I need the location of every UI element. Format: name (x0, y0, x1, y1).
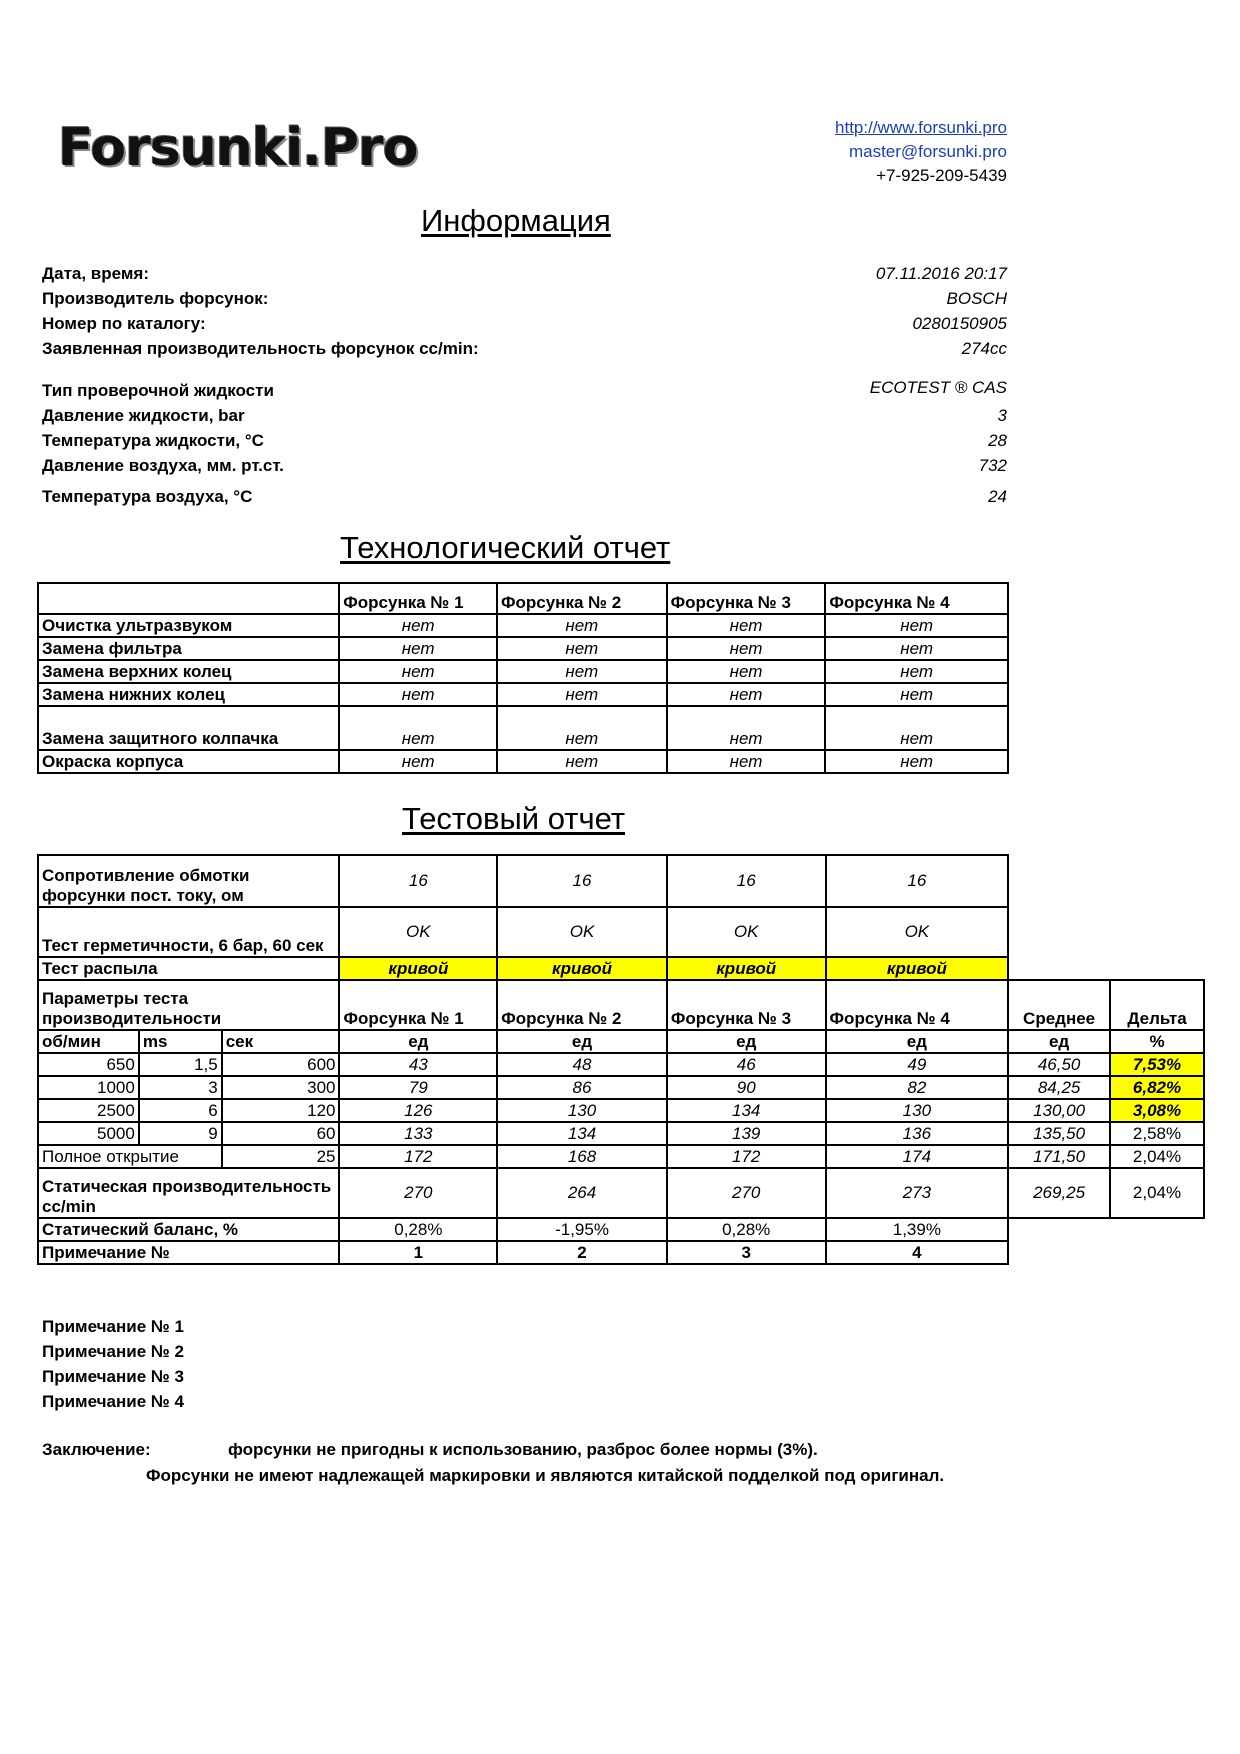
table-cell: нет (497, 614, 667, 637)
row-label: Замена верхних колец (38, 660, 339, 683)
unit-header: ед (339, 1030, 497, 1053)
table-cell: 46,50 (1008, 1053, 1110, 1076)
table-cell: 16 (667, 855, 826, 907)
table-cell: нет (497, 637, 667, 660)
table-cell: 1000 (38, 1076, 139, 1099)
table-cell: нет (497, 706, 667, 750)
column-header: Дельта (1110, 980, 1204, 1030)
table-cell: 126 (339, 1099, 497, 1122)
spray-result: кривой (339, 957, 497, 980)
table-row (38, 750, 1008, 773)
row-label: Замена нижних колец (38, 683, 339, 706)
table-cell: 270 (339, 1168, 497, 1218)
table-cell: 16 (497, 855, 667, 907)
column-header: Форсунка № 2 (497, 980, 667, 1030)
spray-result: кривой (497, 957, 667, 980)
table-cell: 0,28% (667, 1218, 826, 1241)
logo: Forsunki.Pro (58, 118, 418, 178)
contacts (835, 116, 1007, 188)
table-cell: 1,5 (139, 1053, 222, 1076)
info-label: Давление жидкости, bar (42, 406, 245, 425)
table-cell: 133 (339, 1122, 497, 1145)
info-value: 0280150905 (912, 314, 1007, 333)
blank (1008, 855, 1204, 907)
email[interactable]: master@forsunki.pro (848, 142, 1007, 161)
table-cell: 5000 (38, 1122, 139, 1145)
info-value: ECOTEST ® CAS (869, 378, 1007, 397)
conclusion-line2: Форсунки не имеют надлежащей маркировки и являются китайской подделкой под оригинал. (146, 1466, 945, 1485)
table-cell: нет (825, 637, 1008, 660)
tech-title: Технологический отчет (340, 530, 671, 565)
table-cell: 172 (667, 1145, 826, 1168)
info-label: Температура воздуха, °C (42, 487, 253, 506)
delta-cell: 7,53% (1110, 1053, 1204, 1076)
table-cell: 120 (222, 1099, 340, 1122)
website-link[interactable]: http://www.forsunki.pro (835, 118, 1007, 137)
table-cell: OK (667, 907, 826, 957)
row-label: Статический баланс, % (38, 1218, 339, 1241)
row-label: Параметры теста производительности (38, 980, 339, 1030)
column-header: Форсунка № 1 (339, 980, 497, 1030)
table-cell: нет (825, 706, 1008, 750)
delta-cell: 2,58% (1110, 1122, 1204, 1145)
table-cell: 139 (667, 1122, 826, 1145)
table-row (38, 614, 1008, 637)
table-cell: 60 (222, 1122, 340, 1145)
conclusion-line1: форсунки не пригодны к использованию, разброс более нормы (3%). (228, 1440, 818, 1459)
table-cell: нет (667, 637, 826, 660)
table-row (38, 957, 1204, 980)
column-header: Форсунка № 4 (825, 583, 1008, 614)
info-label: Заявленная производительность форсунок cc/min: (42, 339, 479, 358)
delta-cell: 2,04% (1110, 1145, 1204, 1168)
table-cell: нет (825, 683, 1008, 706)
table-cell: нет (339, 614, 497, 637)
spray-result: кривой (667, 957, 826, 980)
table-row (38, 855, 1204, 907)
table-cell: 273 (826, 1168, 1009, 1218)
table-cell: 264 (497, 1168, 667, 1218)
table-cell: нет (825, 614, 1008, 637)
column-header: Форсунка № 4 (826, 980, 1009, 1030)
row-label: Примечание № (38, 1241, 339, 1264)
table-cell: 650 (38, 1053, 139, 1076)
table-cell: нет (825, 750, 1008, 773)
info-label: Дата, время: (42, 264, 150, 283)
table-row (38, 637, 1008, 660)
table-cell: 130 (826, 1099, 1009, 1122)
tech-table (37, 582, 1009, 774)
table-cell: 49 (826, 1053, 1009, 1076)
row-label: Полное открытие (38, 1145, 222, 1168)
column-header: Форсунка № 3 (667, 980, 826, 1030)
table-row (38, 1053, 1204, 1076)
table-row (38, 1030, 1204, 1053)
table-row (38, 980, 1204, 1030)
table-row (38, 660, 1008, 683)
table-cell: 1 (339, 1241, 497, 1264)
table-cell: нет (497, 750, 667, 773)
conclusion-label: Заключение: (42, 1440, 151, 1459)
info-value: 732 (978, 456, 1007, 475)
info-value: 3 (997, 406, 1007, 425)
table-row (38, 1168, 1204, 1218)
unit-header: ед (667, 1030, 826, 1053)
row-label: Сопротивление обмотки форсунки пост. току, ом (38, 855, 339, 907)
table-cell: OK (497, 907, 667, 957)
unit-header: сек (222, 1030, 340, 1053)
table-cell: 46 (667, 1053, 826, 1076)
note-item: Примечание № 1 (42, 1317, 185, 1336)
table-cell: 0,28% (339, 1218, 497, 1241)
table-cell: 9 (139, 1122, 222, 1145)
delta-cell: 3,08% (1110, 1099, 1204, 1122)
unit-header: ms (139, 1030, 222, 1053)
table-cell: 134 (497, 1122, 667, 1145)
notes-list (42, 1314, 184, 1414)
info-label: Температура жидкости, °C (42, 431, 264, 450)
note-item: Примечание № 3 (42, 1367, 185, 1386)
table-cell: нет (497, 683, 667, 706)
row-label: Замена защитного колпачка (38, 706, 339, 750)
table-cell: 3 (667, 1241, 826, 1264)
table-cell: нет (339, 637, 497, 660)
row-label: Окраска корпуса (38, 750, 339, 773)
table-cell: 168 (497, 1145, 667, 1168)
table-row (38, 1218, 1204, 1241)
table-cell: 130,00 (1008, 1099, 1110, 1122)
table-row (38, 683, 1008, 706)
unit-header: об/мин (38, 1030, 139, 1053)
table-cell: 130 (497, 1099, 667, 1122)
table-cell: 84,25 (1008, 1076, 1110, 1099)
unit-header: ед (826, 1030, 1009, 1053)
table-row (38, 1241, 1204, 1264)
table-row (38, 583, 1008, 614)
table-cell: OK (826, 907, 1009, 957)
row-label: Статическая производительность cc/min (38, 1168, 339, 1218)
unit-header: ед (1008, 1030, 1110, 1053)
table-cell: 86 (497, 1076, 667, 1099)
table-cell: 25 (222, 1145, 340, 1168)
table-cell: 90 (667, 1076, 826, 1099)
phone: +7-925-209-5439 (876, 166, 1007, 185)
table-cell: 82 (826, 1076, 1009, 1099)
table-cell: нет (667, 706, 826, 750)
blank (1008, 957, 1204, 980)
column-header: Среднее (1008, 980, 1110, 1030)
table-cell: 3 (139, 1076, 222, 1099)
column-header: Форсунка № 3 (667, 583, 826, 614)
table-cell: 270 (667, 1168, 826, 1218)
table-cell: 135,50 (1008, 1122, 1110, 1145)
table-cell: нет (339, 750, 497, 773)
table-cell: 2 (497, 1241, 667, 1264)
info-label: Производитель форсунок: (42, 289, 269, 308)
info-label: Давление воздуха, мм. рт.ст. (42, 456, 284, 475)
info-value: 07.11.2016 20:17 (875, 264, 1007, 283)
table-cell: -1,95% (497, 1218, 667, 1241)
table-row (38, 907, 1204, 957)
table-cell: 600 (222, 1053, 340, 1076)
test-title: Тестовый отчет (402, 801, 626, 836)
test-table (37, 854, 1205, 1265)
unit-header: % (1110, 1030, 1204, 1053)
info-value: BOSCH (946, 289, 1007, 308)
delta-cell: 6,82% (1110, 1076, 1204, 1099)
table-row (38, 1145, 1204, 1168)
table-cell: 174 (826, 1145, 1009, 1168)
column-header: Форсунка № 1 (339, 583, 497, 614)
info-value: 28 (988, 431, 1007, 450)
table-cell: 16 (826, 855, 1009, 907)
spray-result: кривой (826, 957, 1009, 980)
note-item: Примечание № 4 (42, 1392, 185, 1411)
blank (1008, 1241, 1204, 1264)
delta-cell: 2,04% (1110, 1168, 1204, 1218)
table-cell: 4 (826, 1241, 1009, 1264)
row-label: Замена фильтра (38, 637, 339, 660)
row-label: Очистка ультразвуком (38, 614, 339, 637)
note-item: Примечание № 2 (42, 1342, 185, 1361)
row-label: Тест герметичности, 6 бар, 60 сек (38, 907, 339, 957)
table-cell: 6 (139, 1099, 222, 1122)
row-label: Тест распыла (38, 957, 339, 980)
info-value: 24 (988, 487, 1007, 506)
table-cell: нет (339, 660, 497, 683)
info-label: Тип проверочной жидкости (42, 381, 274, 400)
table-row (38, 1099, 1204, 1122)
table-cell: 16 (339, 855, 497, 907)
table-cell: 134 (667, 1099, 826, 1122)
table-cell (38, 583, 339, 614)
table-cell: 43 (339, 1053, 497, 1076)
table-cell: нет (825, 660, 1008, 683)
table-cell: 2500 (38, 1099, 139, 1122)
table-cell: нет (667, 660, 826, 683)
table-cell: нет (339, 683, 497, 706)
table-cell: 48 (497, 1053, 667, 1076)
info-label: Номер по каталогу: (42, 314, 206, 333)
table-cell: 269,25 (1008, 1168, 1110, 1218)
table-cell: нет (339, 706, 497, 750)
blank (1008, 907, 1204, 957)
table-cell: 171,50 (1008, 1145, 1110, 1168)
info-title: Информация (421, 203, 611, 238)
blank (1008, 1218, 1204, 1241)
table-cell: 1,39% (826, 1218, 1009, 1241)
table-cell: OK (339, 907, 497, 957)
table-cell: 136 (826, 1122, 1009, 1145)
table-cell: нет (667, 750, 826, 773)
table-cell: 300 (222, 1076, 340, 1099)
table-row (38, 1076, 1204, 1099)
info-value: 274cc (961, 339, 1007, 358)
table-cell: нет (497, 660, 667, 683)
table-cell: нет (667, 614, 826, 637)
table-row (38, 706, 1008, 750)
unit-header: ед (497, 1030, 667, 1053)
table-cell: 172 (339, 1145, 497, 1168)
table-cell: 79 (339, 1076, 497, 1099)
table-row (38, 1122, 1204, 1145)
column-header: Форсунка № 2 (497, 583, 667, 614)
table-cell: нет (667, 683, 826, 706)
